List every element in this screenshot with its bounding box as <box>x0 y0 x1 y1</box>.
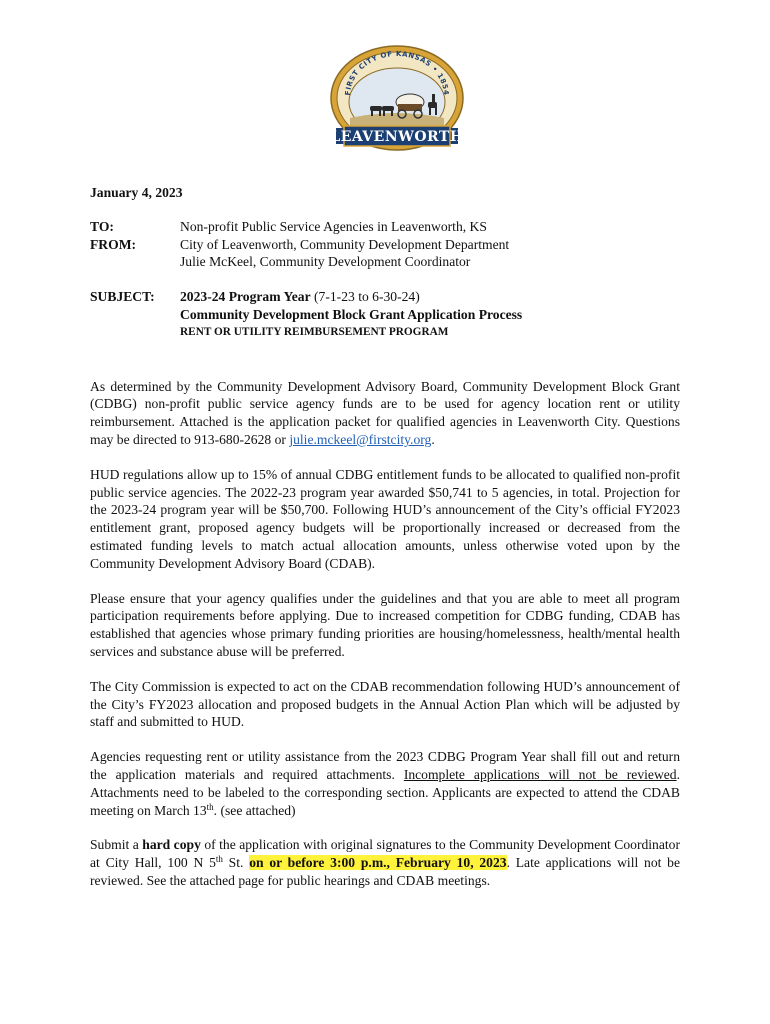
to-value: Non-profit Public Service Agencies in Leavenworth, KS <box>180 218 487 234</box>
to-label: TO: <box>90 218 114 234</box>
contact-email-link[interactable]: julie.mckeel@firstcity.org <box>289 431 432 447</box>
to-row <box>90 218 680 236</box>
svg-text:FIRST CITY OF KANSAS • 1854: FIRST CITY OF KANSAS • 1854 <box>343 49 451 96</box>
paragraph-intro: As determined by the Community Development Advisory Board, Community Development Block Grant (CDBG) non-profit public service agency funds are to be used for agency location rent or utility reimbursement. Attached is the application packet for qualified agencies in Leavenworth City. Questions may be directed to 913-680-2628 or julie.mckeel@firstcity.org. <box>90 378 680 447</box>
subject-program-year: 2023-24 Program Year (7-1-23 to 6-30-24) <box>180 289 420 305</box>
paragraph-eligibility: Please ensure that your agency qualifies under the guidelines and that you are able to meet all program participation requirements before applying. Due to increased competition for CDBG funding, CDAB has established that agencies whose primary funding priorities are housing/homelessness, health/mental health services and substance abuse will be preferred. <box>90 590 680 659</box>
paragraph-submission: Submit a hard copy of the application with original signatures to the Community Development Coordinator at City Hall, 100 N 5th St. on or before 3:00 p.m., February 10, 2023. Late applications will not be reviewed. See the attached page for public hearings and CDAB meetings. <box>90 837 680 888</box>
incomplete-applications-notice: Incomplete applications will not be reviewed <box>403 766 677 782</box>
from-label: FROM: <box>90 236 137 252</box>
subject-program-name: RENT OR UTILITY REIMBURSEMENT PROGRAM <box>180 325 449 338</box>
paragraph-hud-regulations: HUD regulations allow up to 15% of annual CDBG entitlement funds to be allocated to qualified non-profit public service agencies. The 2022-23 program year awarded $50,741 to 5 agencies, in total. Projection for the 2023-24 program year will be $50,700. Following HUD’s announcement of the City’s official FY2023 entitlement grant, proposed agency budgets will be proportionally increased or decreased from the estimated funding levels to match actual allocation amounts, unless otherwise voted upon by the Community Development Advisory Board (CDAB). <box>90 466 680 571</box>
paragraph-city-commission: The City Commission is expected to act on the CDAB recommendation following HUD’s announcement of the City’s FY2023 allocation and proposed budgets in the Annual Action Plan which will be adjusted by staff and submitted to HUD. <box>90 678 680 730</box>
subject-value <box>180 288 680 341</box>
subject-label: SUBJECT: <box>90 289 155 305</box>
letter-body <box>90 184 680 890</box>
letter-date: January 4, 2023 <box>90 185 183 200</box>
deadline-highlight: on or before 3:00 p.m., February 10, 2023 <box>249 855 507 871</box>
svg-text:LEAVENWORTH: LEAVENWORTH <box>330 129 464 145</box>
from-value <box>180 236 680 272</box>
subject-row <box>90 288 680 341</box>
from-department: City of Leavenworth, Community Development Department <box>180 236 510 252</box>
paragraph-application-requirements: Agencies requesting rent or utility assistance from the 2023 CDBG Program Year shall fill out and return the application materials and required attachments. Incomplete applications will not be reviewed. Attachments need to be labeled to the corresponding section. Applicants are expected to attend the CDAB meeting on March 13th. (see attached) <box>90 749 680 818</box>
from-row <box>90 236 680 272</box>
leavenworth-city-seal-logo <box>328 44 466 166</box>
from-person: Julie McKeel, Community Development Coordinator <box>180 254 471 270</box>
subject-process: Community Development Block Grant Application Process <box>180 306 523 322</box>
